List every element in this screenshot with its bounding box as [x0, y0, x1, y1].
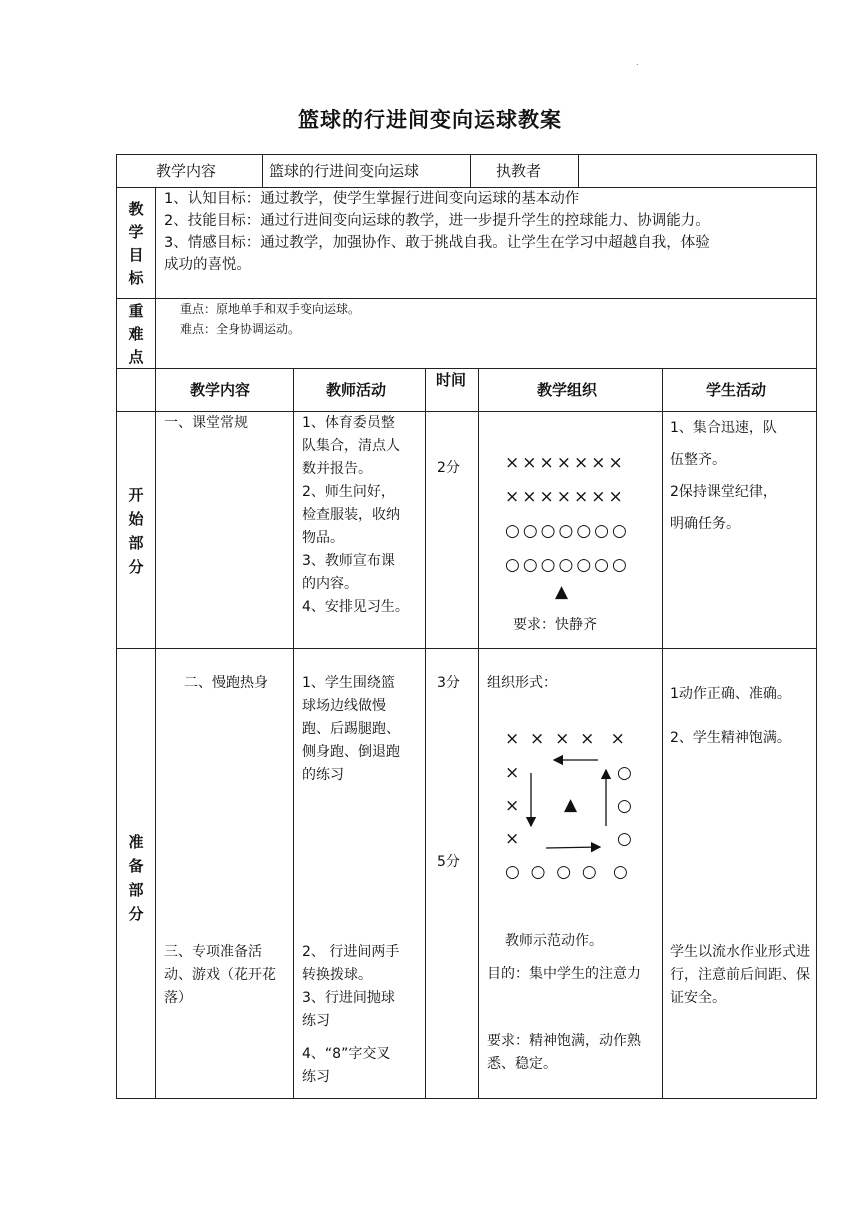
objectives-label: 教 学 目 标 — [128, 200, 144, 287]
grid-left-x-2: × — [505, 796, 520, 816]
key-points-text: 重点：原地单手和双手变向运球。 难点：全身协调运动。 — [180, 302, 361, 336]
section-start-label: 开 始 部 分 — [128, 486, 144, 576]
page-title: 篮球的行进间变向运球教案 — [298, 108, 562, 132]
grid-bottom-row: ○ ○ ○ ○ ○ — [505, 862, 628, 882]
start-student-activity: 1、集合迅速，队 伍整齐。 2保持课堂纪律， 明确任务。 — [670, 420, 777, 532]
objectives-text: 1、认知目标：通过教学，使学生掌握行进间变向运球的基本动作 2、技能目标：通过行进间变向运球的教学，进一步提升学生的控球能力、协调能力。 3、情感目标：通过教学，加强协作、敢于挑战自我。让学生在学习中超越自我，体验 成功的喜悦。 — [164, 191, 710, 273]
col-organization: 教学组织 — [537, 381, 598, 399]
prep-demo: 教师示范动作。 — [505, 933, 603, 949]
start-content: 一、课堂常规 — [164, 415, 248, 431]
grid-right-o-2: ○ — [617, 796, 632, 816]
org-form-title: 组织形式： — [487, 675, 557, 691]
prep-content-special: 三、专项准备活动、游戏（花开花落） — [164, 944, 276, 1006]
arrow-bottom-right — [546, 847, 600, 848]
grid-right-o-3: ○ — [617, 829, 632, 849]
start-time: 2分 — [437, 460, 460, 476]
prep-time-1: 3分 — [437, 675, 460, 691]
col-teacher: 教师活动 — [326, 381, 387, 399]
col-content: 教学内容 — [190, 381, 251, 399]
grid-right-o-1: ○ — [617, 763, 632, 783]
content-label: 教学内容 — [156, 162, 217, 180]
col-student: 学生活动 — [706, 381, 767, 399]
prep-time-2: 5分 — [437, 854, 460, 870]
prep-student-special: 学生以流水作业形式进行，注意前后间距、保证安全。 — [670, 944, 810, 1006]
grid-left-x-3: × — [505, 829, 520, 849]
prep-teacher-special: 2、 行进间两手 转换拨球。 3、行进间抛球 练习 4、“8”字交叉 练习 — [302, 944, 400, 1085]
prep-teacher-warmup: 1、学生围绕篮 球场边线做慢 跑、后踢腿跑、 侧身跑、倒退跑 的练习 — [302, 675, 400, 783]
col-time: 时间 — [436, 371, 467, 389]
teacher-label: 执教者 — [496, 162, 542, 180]
prep-requirement: 要求：精神饱满，动作熟悉、稳定。 — [487, 1033, 641, 1072]
teacher-triangle-icon: ▲ — [555, 582, 569, 602]
page-mark: . — [636, 58, 639, 67]
grid-top-row: × × × × × — [505, 729, 625, 749]
prep-purpose: 目的：集中学生的注意力 — [487, 966, 641, 982]
start-requirement: 要求：快静齐 — [513, 617, 597, 633]
content-value: 篮球的行进间变向运球 — [269, 162, 420, 180]
start-formation: ××××××× ××××××× ○○○○○○○ ○○○○○○○ — [505, 453, 630, 575]
prep-student-warmup: 1动作正确、准确。 2、学生精神饱满。 — [670, 686, 791, 746]
grid-center-triangle-icon: ▲ — [564, 795, 578, 815]
section-prep-label: 准 备 部 分 — [128, 833, 144, 923]
key-points-label: 重 难 点 — [128, 302, 144, 366]
start-teacher-activity: 1、体育委员整 队集合，清点人 数并报告。 2、师生问好， 检查服装，收纳 物品。 3、教师宣布课 的内容。 4、安排见习生。 — [302, 415, 409, 615]
grid-left-x-1: × — [505, 763, 520, 783]
prep-content-warmup: 二、慢跑热身 — [184, 675, 268, 691]
